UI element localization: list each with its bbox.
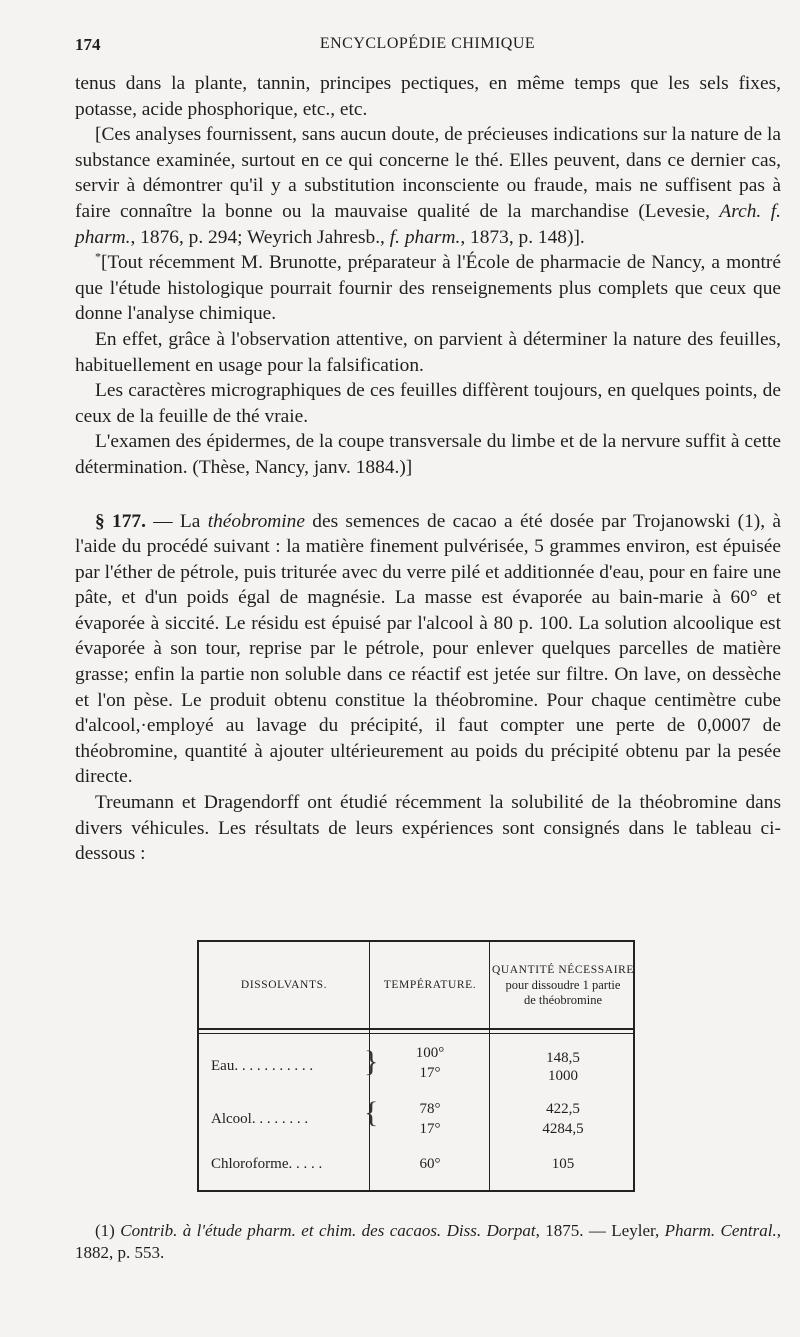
- solubility-table: [197, 940, 635, 1192]
- text-run: [Tout récemment M. Brunotte, préparateur à l'École de pharmacie de Nancy, a montré que l'étude histologique pourrait fournir des renseignements plus complets que ceux que donne l'analyse chimique.: [75, 252, 781, 325]
- table-cell-temp: 17°: [419, 1065, 441, 1081]
- col-header-temperature: TEMPÉRATURE.: [383, 978, 477, 991]
- paragraph-section-177: [75, 509, 781, 791]
- footnote: [75, 1220, 781, 1264]
- text-run: , 1882, p. 553.: [75, 1221, 781, 1262]
- table-cell-qty: 422,5: [546, 1101, 580, 1117]
- page-number: 174: [75, 35, 101, 54]
- text-run: — La: [145, 510, 208, 532]
- table-cell-temp: 60°: [419, 1156, 441, 1172]
- paragraph: tenus dans la plante, tannin, principes pectiques, en même temps que les sels fixes, potasse, acide phosphorique, etc., etc.: [75, 73, 781, 120]
- brace-glyph: }: [364, 1045, 379, 1078]
- table-cell-temp: 17°: [419, 1121, 441, 1137]
- table-cell-solvent: Alcool. . . . . . . .: [211, 1111, 309, 1127]
- header-rule: [199, 1028, 633, 1030]
- paragraph: [75, 250, 781, 327]
- term-italic: théobromine: [207, 510, 305, 532]
- section-number: § 177.: [95, 510, 146, 532]
- table-cell-temp: 100°: [415, 1045, 445, 1061]
- citation-italic: Pharm. Central.: [664, 1221, 777, 1240]
- table-cell-qty: 1000: [548, 1068, 578, 1084]
- table-cell-qty: 105: [551, 1156, 575, 1172]
- table-cell-qty: 148,5: [546, 1050, 580, 1066]
- text-run: [Ces analyses fournissent, sans aucun doute, de précieuses indications sur la nature de la substance examinée, surtout en ce qui concerne le thé. Elles peuvent, dans ce dernier cas, servir à démontrer qu'il y a substitution inconsciente ou fraude, mais ne suffisent pas à faire connaître la bonne ou la mauvaise qualité de la marchandise (Levesie,: [75, 124, 781, 222]
- brace-glyph: {: [364, 1096, 379, 1129]
- running-header: [75, 33, 780, 59]
- section-gap: [75, 481, 781, 509]
- paragraph: L'examen des épidermes, de la coupe transversale du limbe et de la nervure suffit à cette détermination. (Thèse, Nancy, janv. 1884.)]: [75, 431, 781, 478]
- header-line: de théobromine: [523, 992, 603, 1007]
- text-run: , 1875. — Leyler,: [535, 1221, 665, 1240]
- footnote-text: [75, 1220, 781, 1264]
- paragraph: [75, 122, 781, 250]
- table-cell-solvent: Chloroforme. . . . .: [211, 1156, 323, 1172]
- citation-italic: Contrib. à l'étude pharm. et chim. des cacaos. Diss. Dorpat: [120, 1221, 536, 1240]
- col-header-quantity: [491, 942, 635, 1028]
- header-line: QUANTITÉ NÉCESSAIRE: [491, 963, 635, 976]
- table-cell-solvent: Eau. . . . . . . . . . .: [211, 1058, 314, 1074]
- text-run: des semences de cacao a été dosée par Trojanowski (1), à l'aide du procédé suivant : la matière finement pulvérisée, 5 grammes environ, est épuisée par l'éther de pétrole, puis triturée avec du verre pilé et additionnée d'eau, pour en faire une pâte, et d'un poids égal de magnésie. La masse est évaporée au bain-marie à 60° et évaporée à siccité. Le résidu est épuisé par l'alcool à 80 p. 100. La solution alcoolique est évaporée à son tour, reprise par le pétrole, pour enlever quelques parcelles de matière grasse; enfin la partie non soluble dans ce réactif est jetée sur filtre. On lave, on dessèche et l'on pèse. Le produit obtenu constitue la théobromine. Pour chaque centimètre cube d'alcool,·employé au lavage du précipité, il faut compter une perte de 0,0007 de théobromine, quantité à ajouter ultérieurement au poids du précipité obtenu par la pesée directe.: [75, 510, 781, 788]
- column-divider: [489, 942, 490, 1190]
- paragraph: Treumann et Dragendorff ont étudié récemment la solubilité de la théobromine dans divers véhicules. Les résultats de leurs expériences sont consignés dans le tableau ci-dessous :: [75, 792, 781, 865]
- footnote-number: (1): [95, 1221, 121, 1240]
- paragraph: En effet, grâce à l'observation attentive, on parvient à déterminer la nature des feuilles, habituellement en usage pour la falsification.: [75, 328, 781, 376]
- header-line: pour dissoudre 1 partie: [505, 977, 621, 992]
- header-rule: [199, 1033, 633, 1034]
- body-text: [75, 71, 781, 867]
- paragraph: Les caractères micrographiques de ces feuilles diffèrent toujours, en quelques points, de ceux de la feuille de thé vraie.: [75, 380, 781, 427]
- table-cell-qty: 4284,5: [542, 1121, 584, 1137]
- text-run: , 1873, p. 148)].: [460, 226, 585, 248]
- col-header-solvents: DISSOLVANTS.: [240, 978, 328, 991]
- text-run: , 1876, p. 294; Weyrich Jahresb.,: [130, 226, 390, 248]
- citation-italic: Arch. f. pharm.: [75, 200, 781, 248]
- running-title: ENCYCLOPÉDIE CHIMIQUE: [319, 35, 536, 52]
- citation-italic: f. pharm.: [389, 226, 461, 248]
- asterisk-mark: *: [95, 249, 101, 264]
- table-cell-temp: 78°: [419, 1101, 441, 1117]
